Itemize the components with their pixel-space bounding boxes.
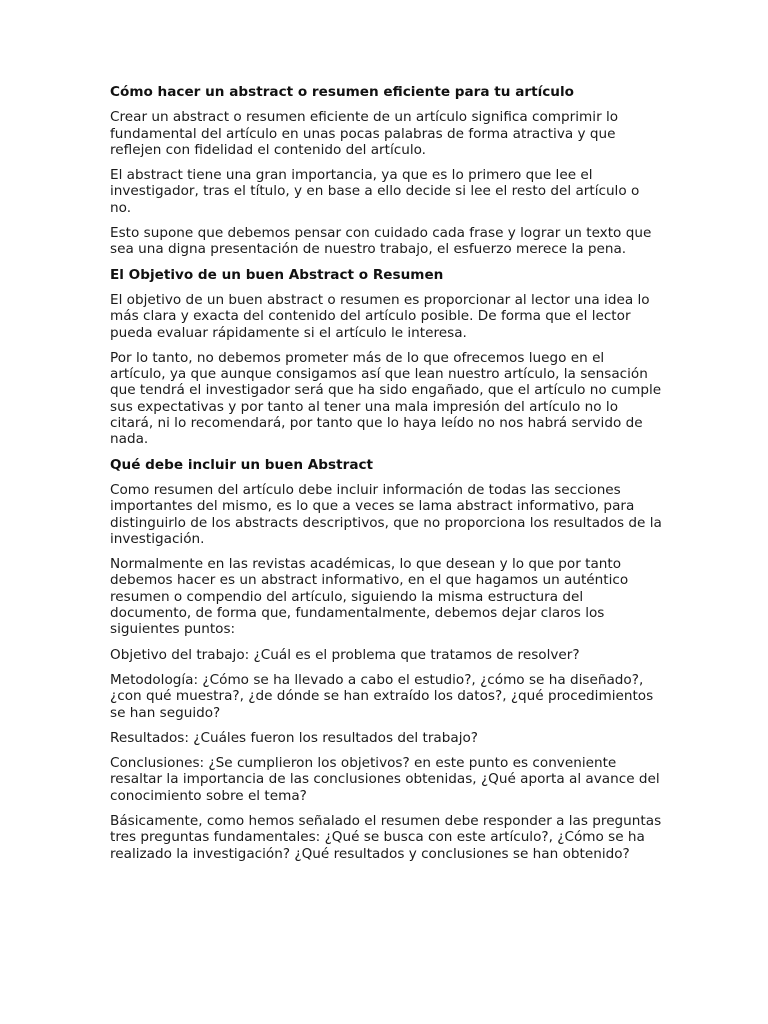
intro-paragraph: Esto supone que debemos pensar con cuidado cada frase y lograr un texto que sea una digna presentación de nuestro trabajo, el esfuerzo merece la pena.: [110, 225, 652, 258]
document-title: Cómo hacer un abstract o resumen eficiente para tu artículo: [110, 84, 574, 100]
point-resultados: Resultados: ¿Cuáles fueron los resultados del trabajo?: [110, 729, 479, 746]
section-paragraph: Como resumen del artículo debe incluir información de todas las secciones importantes del mismo, es lo que a veces se lama abstract informativo, para distinguirlo de los abstracts descriptivos, que no proporciona los resultados de la investigación.: [110, 481, 662, 547]
section-paragraph: Normalmente en las revistas académicas, lo que desean y lo que por tanto debemos hacer es un abstract informativo, en el que hagamos un auténtico resumen o compendio del artículo, siguiendo la misma estructura del documento, de forma que, fundamentalmente, debemos dejar claros los siguientes puntos:: [110, 556, 629, 638]
closing-paragraph: Básicamente, como hemos señalado el resumen debe responder a las preguntas tres preguntas fundamentales: ¿Qué se busca con este artículo?, ¿Cómo se ha realizado la investigación? ¿Qué resultados y conclusiones se han obtenido?: [110, 812, 662, 862]
section-heading-objetivo: El Objetivo de un buen Abstract o Resumen: [110, 266, 444, 283]
section-paragraph: Por lo tanto, no debemos prometer más de lo que ofrecemos luego en el artículo, ya que aunque consigamos así que lean nuestro artículo, la sensación que tendrá el investigador será que ha sido engañado, que el artículo no cumple sus expectativas y por tanto al tener una mala impresión del artículo no lo citará, ni lo recomendará, por tanto que lo haya leído no nos habrá servido de nada.: [110, 349, 662, 448]
point-metodologia: Metodología: ¿Cómo se ha llevado a cabo el estudio?, ¿cómo se ha diseñado?, ¿con qué muestra?, ¿de dónde se han extraído los datos?, ¿qué procedimientos se han seguido?: [110, 671, 654, 721]
section-heading-incluir: Qué debe incluir un buen Abstract: [110, 456, 374, 473]
intro-paragraph: Crear un abstract o resumen eficiente de un artículo significa comprimir lo fundamental del artículo en unas pocas palabras de forma atractiva y que reflejen con fidelidad el contenido del artículo.: [110, 109, 619, 158]
point-objetivo: Objetivo del trabajo: ¿Cuál es el problema que tratamos de resolver?: [110, 646, 580, 663]
document-page: [110, 84, 662, 871]
intro-paragraph: El abstract tiene una gran importancia, ya que es lo primero que lee el investigador, tras el título, y en base a ello decide si lee el resto del artículo o no.: [110, 167, 640, 216]
section-paragraph: El objetivo de un buen abstract o resumen es proporcionar al lector una idea lo más clara y exacta del contenido del artículo posible. De forma que el lector pueda evaluar rápidamente si el artículo le interesa.: [110, 291, 650, 341]
point-conclusiones: Conclusiones: ¿Se cumplieron los objetivos? en este punto es conveniente resaltar la importancia de las conclusiones obtenidas, ¿Qué aporta al avance del conocimiento sobre el tema?: [110, 755, 660, 804]
